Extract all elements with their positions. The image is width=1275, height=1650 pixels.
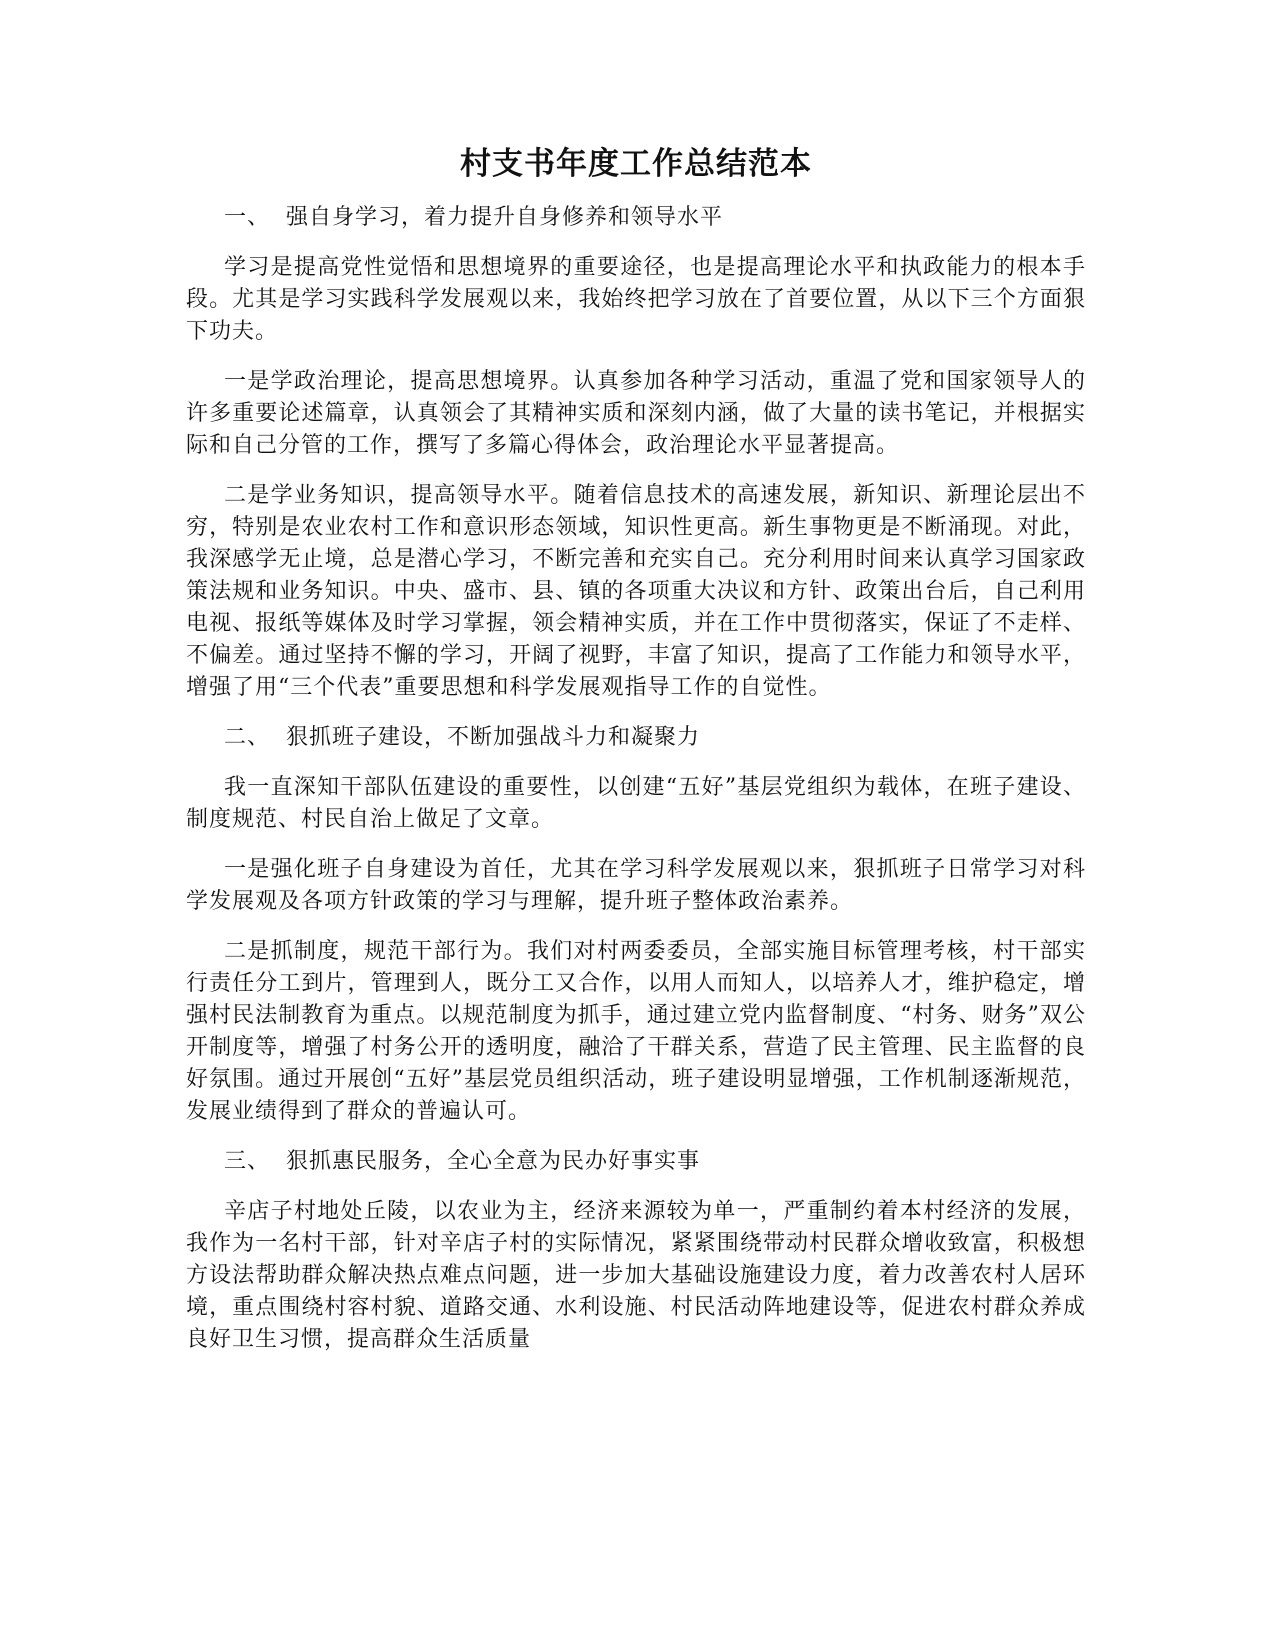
paragraph: 二是抓制度，规范干部行为。我们对村两委委员，全部实施目标管理考核，村干部实行责任分工到片，管理到人，既分工又合作，以用人而知人，以培养人才，维护稳定，增强村民法制教育为重点。以规范制度为抓手，通过建立党内监督制度、“村务、财务”双公开制度等，增强了村务公开的透明度，融洽了干群关系，营造了民主管理、民主监督的良好氛围。通过开展创“五好”基层党员组织活动，班子建设明显增强，工作机制逐渐规范，发展业绩得到了群众的普遍认可。 [186, 939, 1086, 1124]
section-2 [186, 722, 1086, 1128]
document-body [186, 142, 1086, 1374]
section-number: 三、 [224, 1149, 271, 1174]
section-heading [186, 202, 1086, 234]
paragraph: 我一直深知干部队伍建设的重要性，以创建“五好”基层党组织为载体，在班子建设、制度规范、村民自治上做足了文章。 [186, 775, 1086, 832]
section-heading-text: 狠抓惠民服务，全心全意为民办好事实事 [286, 1149, 701, 1174]
paragraph: 一是强化班子自身建设为首任，尤其在学习科学发展观以来，狠抓班子日常学习对科学发展观及各项方针政策的学习与理解，提升班子整体政治素养。 [186, 857, 1086, 914]
section-number: 一、 [224, 205, 271, 230]
paragraph: 一是学政治理论，提高思想境界。认真参加各种学习活动，重温了党和国家领导人的许多重要论述篇章，认真领会了其精神实质和深刻内涵，做了大量的读书笔记，并根据实际和自己分管的工作，撰写了多篇心得体会，政治理论水平显著提高。 [186, 369, 1086, 458]
section-heading-text: 强自身学习，着力提升自身修养和领导水平 [286, 205, 724, 230]
section-heading-text: 狠抓班子建设，不断加强战斗力和凝聚力 [286, 725, 701, 750]
section-1 [186, 202, 1086, 704]
document-title: 村支书年度工作总结范本 [460, 146, 812, 182]
paragraph: 二是学业务知识，提高领导水平。随着信息技术的高速发展，新知识、新理论层出不穷，特别是农业农村工作和意识形态领域，知识性更高。新生事物更是不断涌现。对此，我深感学无止境，总是潜心学习，不断完善和充实自己。充分利用时间来认真学习国家政策法规和业务知识。中央、盛市、县、镇的各项重大决议和方针、政策出台后，自己利用电视、报纸等媒体及时学习掌握，领会精神实质，并在工作中贯彻落实，保证了不走样、不偏差。通过坚持不懈的学习，开阔了视野，丰富了知识，提高了工作能力和领导水平，增强了用“三个代表”重要思想和科学发展观指导工作的自觉性。 [186, 483, 1086, 700]
section-3 [186, 1146, 1086, 1356]
section-number: 二、 [224, 725, 271, 750]
paragraph: 辛店子村地处丘陵，以农业为主，经济来源较为单一，严重制约着本村经济的发展，我作为一名村干部，针对辛店子村的实际情况，紧紧围绕带动村民群众增收致富，积极想方设法帮助群众解决热点难点问题，进一步加大基础设施建设力度，着力改善农村人居环境，重点围绕村容村貌、道路交通、水利设施、村民活动阵地建设等，促进农村群众养成良好卫生习惯，提高群众生活质量 [186, 1199, 1086, 1352]
section-heading [186, 722, 1086, 754]
section-heading [186, 1146, 1086, 1178]
paragraph: 学习是提高党性觉悟和思想境界的重要途径，也是提高理论水平和执政能力的根本手段。尤其是学习实践科学发展观以来，我始终把学习放在了首要位置，从以下三个方面狠下功夫。 [186, 255, 1086, 344]
